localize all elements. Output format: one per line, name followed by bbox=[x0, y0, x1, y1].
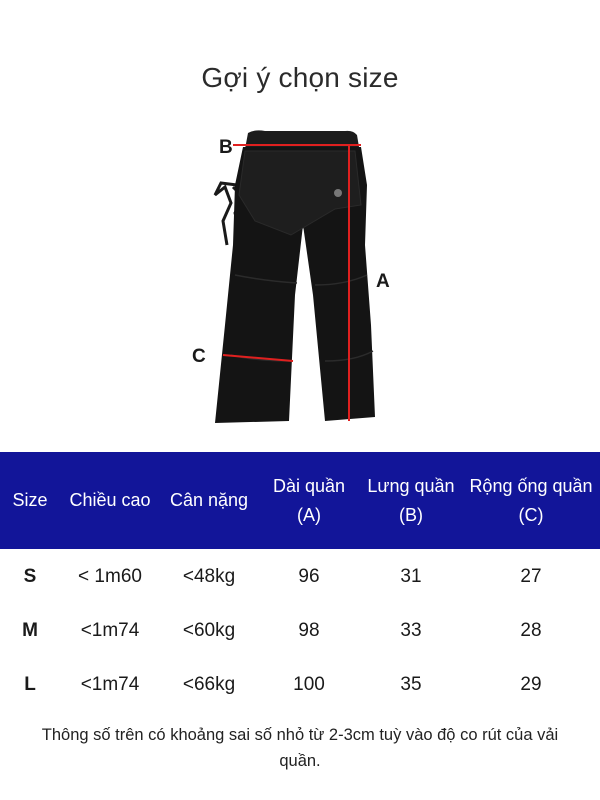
header-size: Size bbox=[12, 490, 48, 510]
cell-waist: 33 bbox=[400, 620, 422, 641]
page-title: Gợi ý chọn size bbox=[201, 62, 399, 93]
header-waist: Lưng quần (B) bbox=[367, 475, 455, 525]
cell-height: < 1m60 bbox=[78, 566, 142, 587]
header-length: Dài quần (A) bbox=[272, 475, 346, 525]
cell-length: 100 bbox=[293, 674, 325, 695]
cell-weight: <66kg bbox=[182, 674, 236, 695]
measure-label-a: A bbox=[376, 271, 390, 292]
header-leg-width: Rộng ống quần (C) bbox=[469, 475, 593, 525]
cell-length: 96 bbox=[298, 566, 320, 587]
cell-leg-width: 29 bbox=[520, 674, 542, 695]
cell-waist: 35 bbox=[400, 674, 422, 695]
cell-weight: <48kg bbox=[182, 566, 236, 587]
cell-height: <1m74 bbox=[80, 674, 140, 695]
header-height: Chiều cao bbox=[69, 490, 151, 510]
measure-label-b: B bbox=[219, 137, 233, 158]
cell-size: L bbox=[24, 674, 36, 695]
cell-waist: 31 bbox=[400, 566, 422, 587]
cell-size: M bbox=[22, 620, 38, 641]
table-row bbox=[0, 550, 600, 604]
cell-length: 98 bbox=[298, 620, 320, 641]
header-weight: Cân nặng bbox=[169, 490, 249, 510]
measurement-note: Thông số trên có khoảng sai số nhỏ từ 2-3cm tuỳ vào độ co rút của vải quần. bbox=[41, 726, 559, 770]
cell-leg-width: 27 bbox=[520, 566, 542, 587]
table-row bbox=[0, 658, 600, 712]
pants-waistband bbox=[245, 130, 359, 149]
cell-height: <1m74 bbox=[80, 620, 140, 641]
cell-leg-width: 28 bbox=[520, 620, 542, 641]
table-row bbox=[0, 604, 600, 658]
pants-charm bbox=[334, 189, 342, 197]
measure-label-c: C bbox=[192, 346, 206, 367]
cell-size: S bbox=[23, 566, 37, 587]
cell-weight: <60kg bbox=[182, 620, 236, 641]
